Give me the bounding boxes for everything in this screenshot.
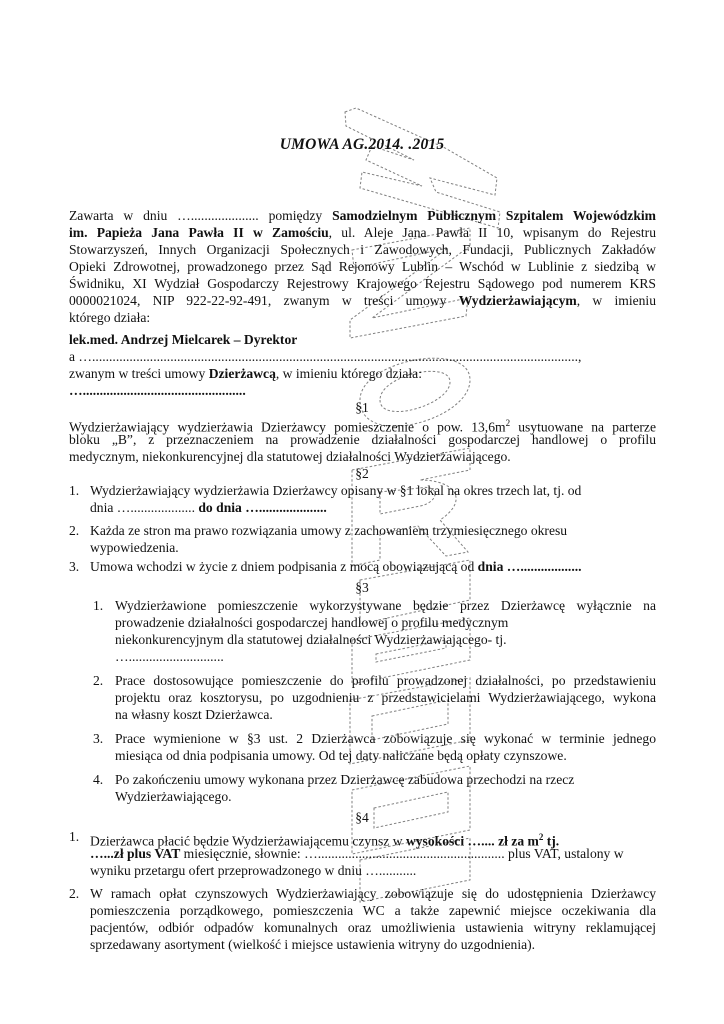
- s3-item-3-number: 3.: [93, 731, 104, 746]
- s3-item-2-line-3: na własny koszt Dzierżawca.: [115, 707, 273, 722]
- intro-line-4: Opieki Zdrowotnej, prowadzonego przez Sąd Rejonowy Lublin – Wschód w Lublinie z siedzibą w: [69, 259, 656, 274]
- s3-item-1-line-2: prowadzenie działalności gospodarczej handlowej o profilu medycznym: [115, 615, 509, 630]
- section-1-text: Wydzierżawiający wydzierżawia Dzierżawcy pomieszczenie o pow. 13,6m: [69, 419, 506, 435]
- area-superscript: 2: [505, 418, 511, 428]
- s3-item-2-line-1: Prace dostosowujące pomieszczenie do profilu prowadzonej działalności, po przedstawieniu: [115, 673, 656, 688]
- s3-item-1-line-4: …............................: [115, 649, 224, 664]
- section-2-heading: §2: [355, 466, 369, 481]
- tenant-term-line: [69, 366, 656, 383]
- intro-text: Zawarta w dniu ….................... pomiędzy: [69, 208, 333, 223]
- s3-item-1-line-1: Wydzierżawione pomieszczenie wykorzystywane będzie przez Dzierżawcę wyłącznie na: [115, 598, 656, 613]
- s4-item-1-line-2: [90, 846, 656, 863]
- s4-area-superscript: 2: [538, 832, 544, 842]
- s3-item-4-line-2: Wydzierżawiającego.: [115, 789, 232, 804]
- s2-item-3-date: dnia …..................: [477, 559, 582, 574]
- s3-item-2-number: 2.: [93, 673, 104, 688]
- s2-item-1-line-2: [90, 500, 327, 517]
- s3-item-1-line-3: niekonkurencyjnym dla statutowej działalności Wydzierżawiającego- tj.: [115, 632, 507, 647]
- contract-title: UMOWA AG.2014. .2015: [279, 136, 445, 153]
- tenant-line: a …...............................................................................................................................................,: [69, 349, 582, 364]
- section-1-text-tail: usytuowane na parterze: [510, 419, 656, 435]
- s4-rent-vat: …...zł plus VAT: [90, 846, 181, 861]
- s2-item-3-text: Umowa wchodzi w życie z dniem podpisania z mocą obowiązującą od: [90, 559, 478, 574]
- s4-rent-amount: wysokości ….... zł za m: [405, 833, 539, 849]
- section-1-line-3: medycznym, niekonkurencyjnej dla statutowej działalności Wydzierżawiającego.: [69, 449, 511, 464]
- s2-item-1-line-1: Wydzierżawiający wydzierżawia Dzierżawcy opisany w §1 lokal na okres trzech lat, tj. od: [90, 483, 582, 498]
- s3-item-4-line-1: Po zakończeniu umowy wykonana przez Dzierżawcę zabudowa przechodzi na rzecz: [115, 772, 575, 787]
- tenant-text-tail: , w imieniu którego działa:: [275, 366, 422, 381]
- s3-item-2-line-2: projektu oraz kosztorysu, po uzgodnieniu z przedstawicielami Wydzierżawiającego, wykona: [115, 690, 656, 705]
- s2-item-1-to: do dnia …....................: [198, 500, 327, 515]
- intro-line-7: którego działa:: [69, 310, 151, 325]
- s2-item-2-number: 2.: [69, 523, 80, 538]
- intro-line-6: [69, 293, 656, 310]
- s2-item-2-line-2: wypowiedzenia.: [90, 540, 179, 555]
- intro-line-2: [69, 225, 656, 242]
- section-4-heading: §4: [355, 810, 369, 825]
- tenant-term: Dzierżawcą: [208, 366, 276, 381]
- s4-rent-tj: tj.: [543, 833, 560, 849]
- s4-item-2-line-1: W ramach opłat czynszowych Wydzierżawiający zobowiązuje się do udostępnienia Dzierżawcy: [90, 886, 656, 901]
- s2-item-1-from: dnia …...................: [90, 500, 199, 515]
- s2-item-3-number: 3.: [69, 559, 80, 574]
- intro-tail: , w imieniu: [576, 293, 657, 308]
- s4-item-2-number: 2.: [69, 886, 80, 901]
- signatory: lek.med. Andrzej Mielcarek – Dyrektor: [69, 332, 298, 347]
- intro-line-3: Stowarzyszeń, Innych Organizacji Społecznych i Zawodowych, Fundacji, Publicznych Zakładów: [69, 242, 656, 257]
- s3-item-3-line-1: Prace wymienione w §3 ust. 2 Dzierżawca zobowiązuje się wykonać w terminie jednego: [115, 731, 656, 746]
- s4-item-1-line-3: wyniku przetargu ofert przeprowadzonego w dniu …...........: [90, 863, 417, 878]
- section-3-heading: §3: [355, 580, 369, 595]
- s3-item-1-number: 1.: [93, 598, 104, 613]
- s4-item-2-line-2: pomieszczenia porządkowego, pomieszczenia WC a także zapewnić miejsce oczekiwania dla: [90, 903, 656, 918]
- s3-item-4-number: 4.: [93, 772, 104, 787]
- hospital-name: Samodzielnym Publicznym Szpitalem Wojewódzkim: [332, 208, 656, 223]
- tenant-representative: …................................................: [69, 383, 246, 398]
- intro-line-5: Świdniku, XI Wydział Gospodarczy Rejestrowy Krajowego Rejestru Sądowego pod numerem KRS: [69, 276, 656, 291]
- s2-item-2-line-1: Każda ze stron ma prawo rozwiązania umowy z zachowaniem trzymiesięcznego okresu: [90, 523, 568, 538]
- tenant-text: zwanym w treści umowy: [69, 366, 209, 381]
- s2-item-3-line-1: [90, 559, 582, 576]
- hospital-name-cont: im. Papieża Jana Pawła II w Zamościu: [69, 225, 329, 240]
- s4-rent-text: Dzierżawca płacić będzie Wydzierżawiającemu czynsz w: [90, 833, 406, 849]
- s4-rent-words: miesięcznie, słownie: …....................................................... plus VAT, ustalony w: [180, 846, 624, 861]
- krs-nip: 0000021024, NIP 922-22-92-491, zwanym w treści umowy: [69, 293, 459, 308]
- s4-item-2-line-4: sprzedawany asortyment (wielkość i miejsce ustawienia witryny do uzgodnienia).: [90, 937, 536, 952]
- hospital-address: , ul. Aleje Jana Pawła II 10, wpisanym do Rejestru: [328, 225, 656, 240]
- lessor-term: Wydzierżawiającym: [458, 293, 577, 308]
- intro-line-1: [69, 208, 656, 225]
- s4-item-1-number: 1.: [69, 829, 80, 844]
- section-1-heading: §1: [355, 400, 369, 415]
- section-1-line-2: bloku „B”, z przeznaczeniem na prowadzenie działalności gospodarczej handlowej o profilu: [69, 432, 656, 447]
- s4-item-2-line-3: pacjentów, odbiór odpadów komunalnych oraz umożliwienia ustawienia witryny reklamującej: [90, 920, 656, 935]
- s3-item-3-line-2: miesiąca od dnia podpisania umowy. Od tej daty naliczane będą opłaty czynszowe.: [115, 748, 567, 763]
- s2-item-1-number: 1.: [69, 483, 80, 498]
